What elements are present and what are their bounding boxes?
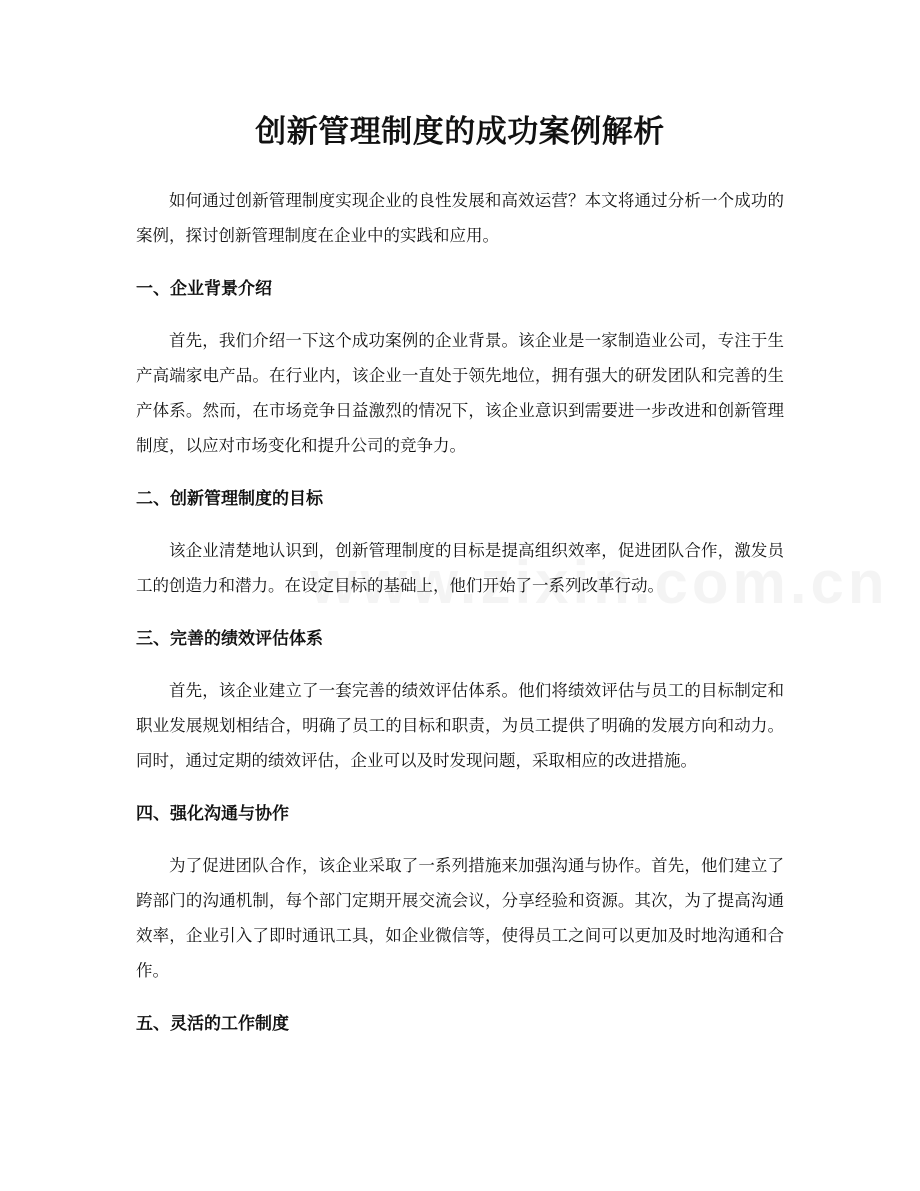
intro-paragraph: 如何通过创新管理制度实现企业的良性发展和高效运营？本文将通过分析一个成功的案例，探讨创新管理制度在企业中的实践和应用。: [136, 191, 784, 245]
section-body-performance: 首先，该企业建立了一套完善的绩效评估体系。他们将绩效评估与员工的目标制定和职业发展规划相结合，明确了员工的目标和职责，为员工提供了明确的发展方向和动力。同时，通过定期的绩效评估，企业可以及时发现问题，采取相应的改进措施。: [136, 681, 784, 770]
section-body-goals: 该企业清楚地认识到，创新管理制度的目标是提高组织效率，促进团队合作，激发员工的创造力和潜力。在设定目标的基础上，他们开始了一系列改革行动。: [136, 541, 784, 595]
section-body-background: 首先，我们介绍一下这个成功案例的企业背景。该企业是一家制造业公司，专注于生产高端家电产品。在行业内，该企业一直处于领先地位，拥有强大的研发团队和完善的生产体系。然而，在市场竞争日益激烈的情况下，该企业意识到需要进一步改进和创新管理制度，以应对市场变化和提升公司的竞争力。: [136, 331, 784, 455]
section-heading-flexible-work: 五、灵活的工作制度: [136, 1014, 289, 1034]
section-heading-communication: 四、强化沟通与协作: [136, 804, 289, 824]
section-heading-background: 一、企业背景介绍: [136, 279, 272, 299]
section-heading-goals: 二、创新管理制度的目标: [136, 489, 323, 509]
section-heading-performance: 三、完善的绩效评估体系: [136, 629, 323, 649]
section-body-communication: 为了促进团队合作，该企业采取了一系列措施来加强沟通与协作。首先，他们建立了跨部门的沟通机制，每个部门定期开展交流会议，分享经验和资源。其次，为了提高沟通效率，企业引入了即时通讯工具，如企业微信等，使得员工之间可以更加及时地沟通和合作。: [136, 856, 784, 980]
document-title: 创新管理制度的成功案例解析: [255, 114, 665, 150]
